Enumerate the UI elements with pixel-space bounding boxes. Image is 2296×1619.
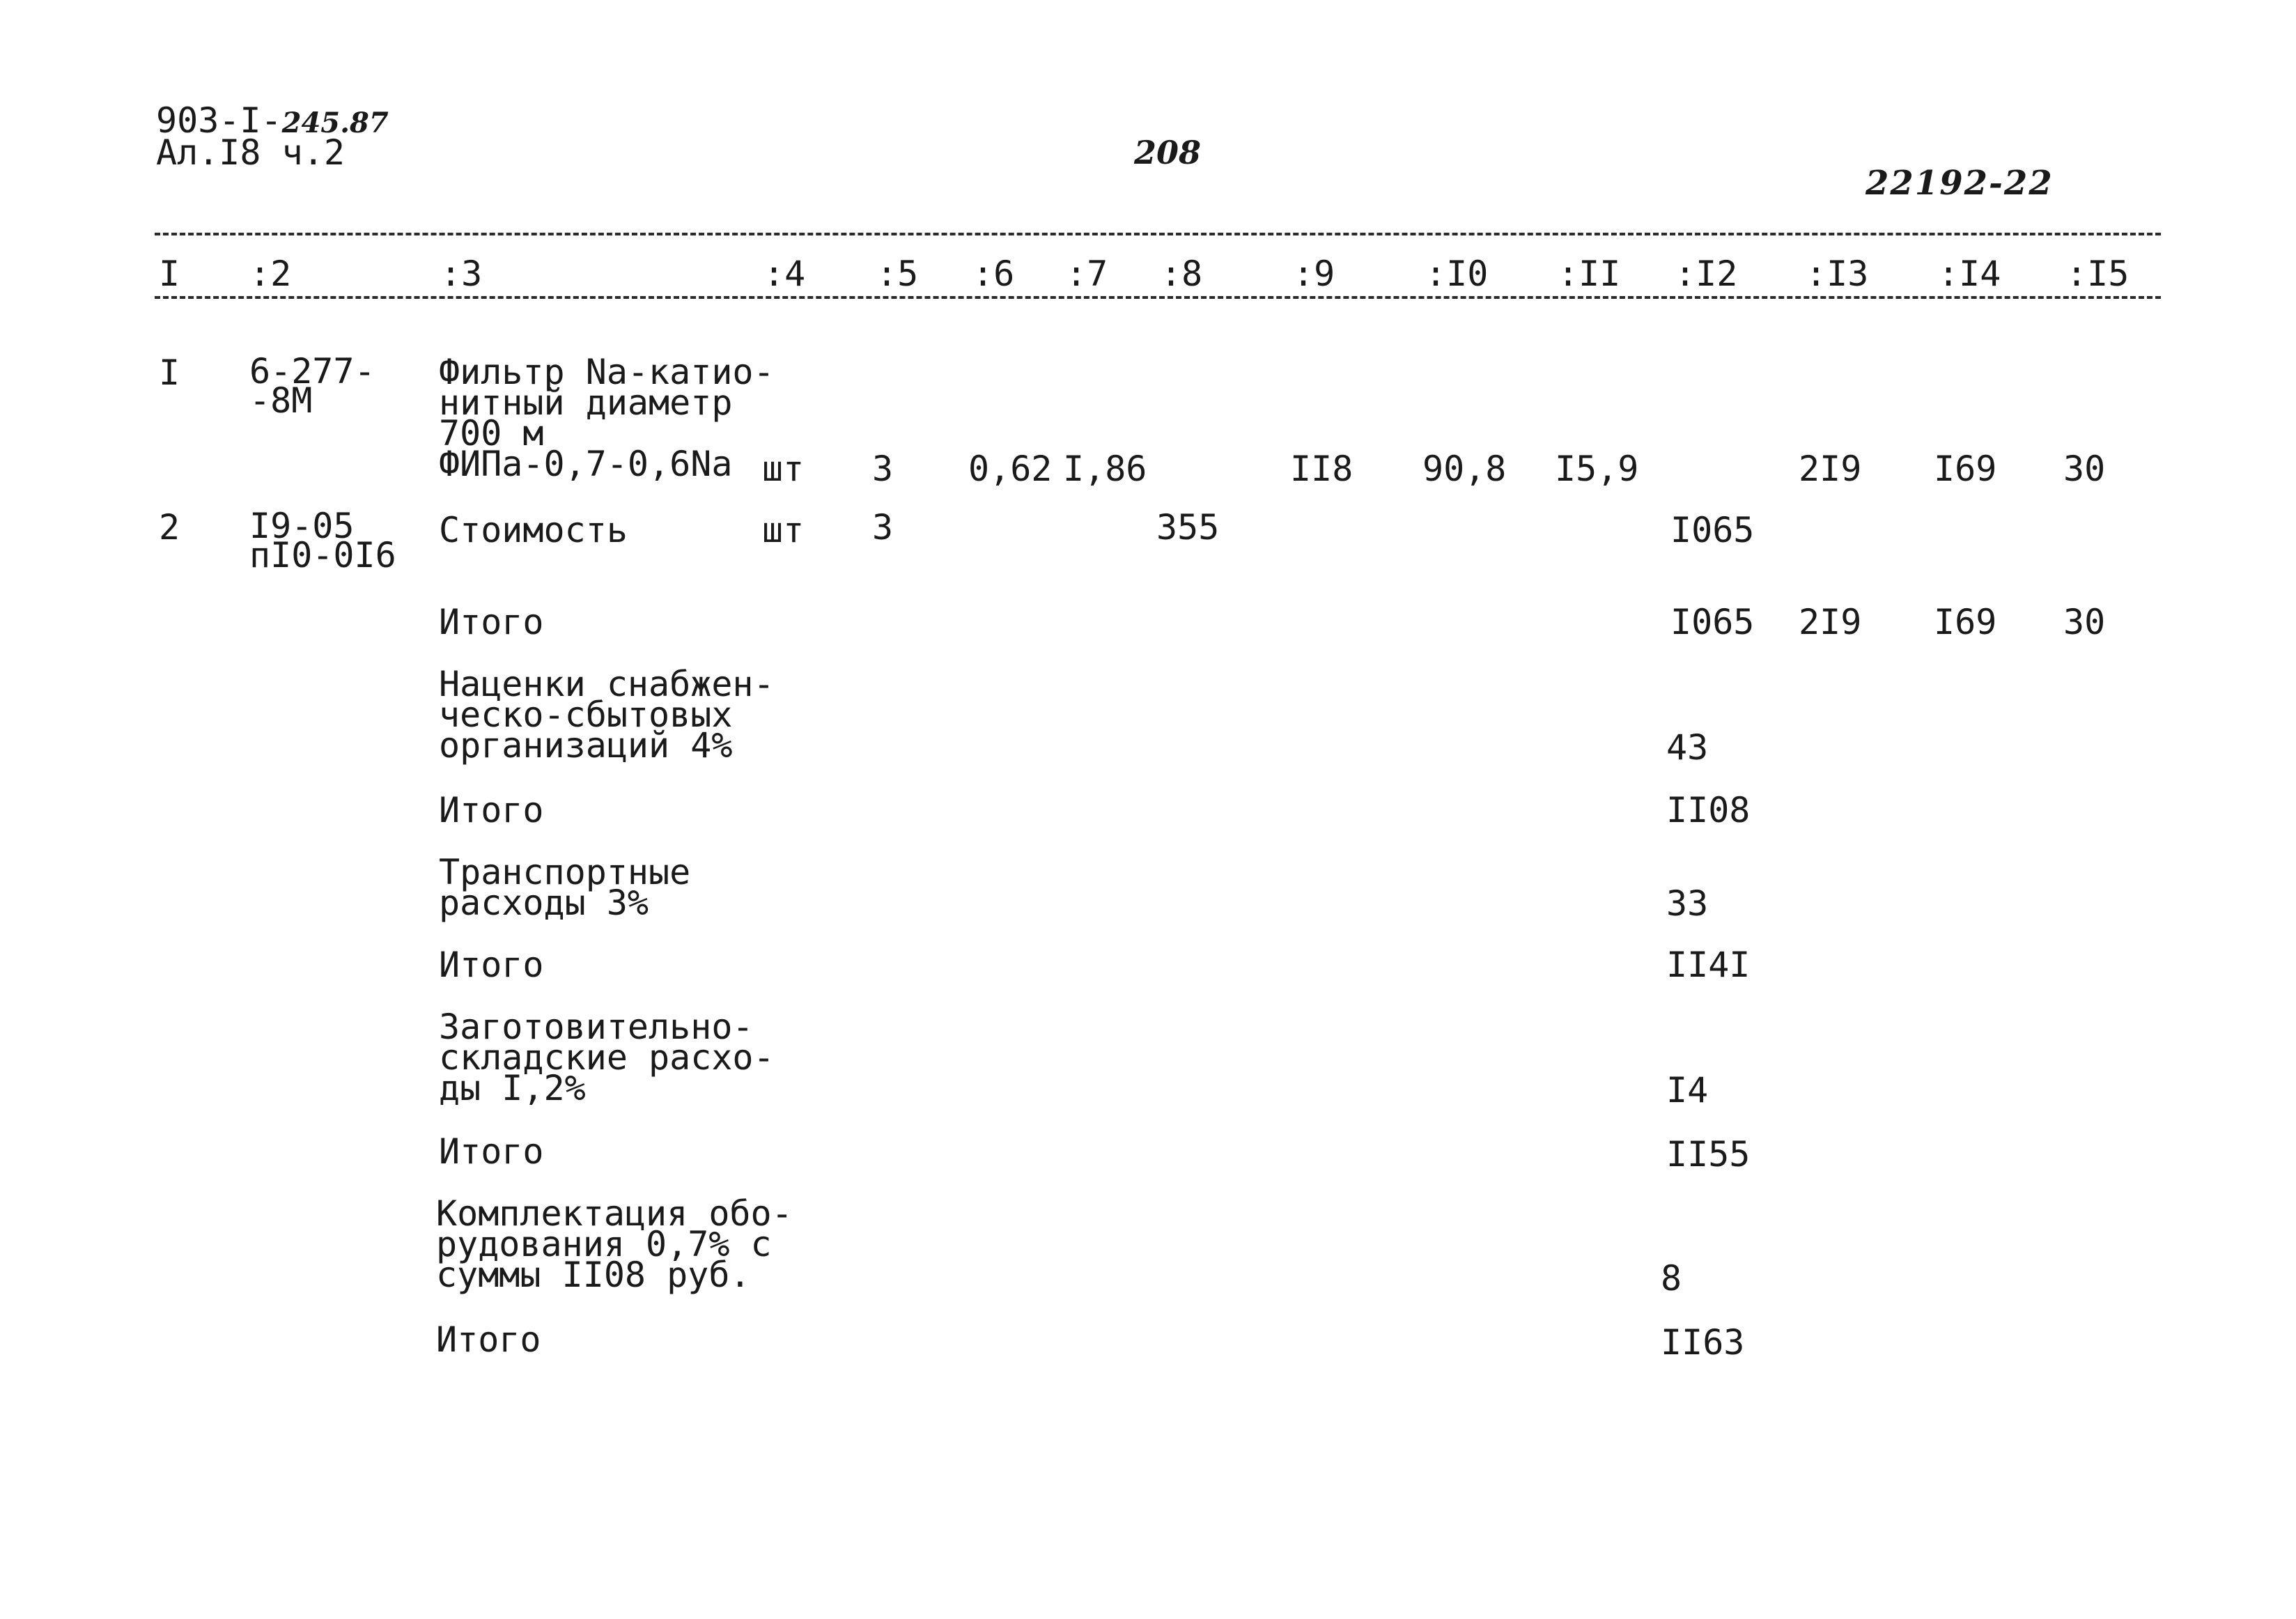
row2-col8: 355 (1156, 507, 1220, 548)
row1-qty: 3 (872, 449, 894, 489)
row3-col12: I065 (1670, 602, 1755, 642)
header-bottom-rule (155, 296, 2161, 299)
row1-code: 6-277- -8M (249, 351, 375, 421)
row8-name: Заготовительно- складские расхо- ды I,2% (439, 1007, 775, 1108)
row1-unit: шт (762, 449, 805, 489)
row1-col11: I5,9 (1555, 449, 1639, 489)
row1-col10: 90,8 (1422, 449, 1507, 489)
row1-col9: II8 (1290, 449, 1353, 489)
row7-col12: II4I (1666, 945, 1751, 985)
row6-name: Транспортные расходы 3% (439, 852, 691, 923)
row1-col14: I69 (1934, 449, 1997, 489)
row4-col12: 43 (1666, 727, 1709, 768)
row3-col14: I69 (1934, 602, 1997, 642)
row1-col15: 30 (2063, 449, 2106, 489)
doc-code-handwritten: 245.87 (281, 107, 389, 139)
row2-col12: I065 (1670, 510, 1755, 550)
row10-name: Комплектация обо- рудования 0,7% с суммы II08 руб. (436, 1193, 793, 1295)
row5-name: Итого (439, 790, 544, 830)
row6-col12: 33 (1666, 883, 1709, 924)
col-header-9: :9 (1293, 254, 1335, 294)
row5-col12: II08 (1666, 790, 1751, 830)
album-label: Ал.I8 ч.2 (156, 132, 345, 173)
row3-col13: 2I9 (1799, 602, 1862, 642)
row1-col13: 2I9 (1799, 449, 1862, 489)
page-number: 208 (1134, 134, 1202, 171)
row4-name: Наценки снабжен- ческо-сбытовых организаций 4% (439, 664, 775, 766)
col-header-10: :I0 (1425, 254, 1489, 294)
col-header-15: :I5 (2066, 254, 2130, 294)
row2-code: I9-05 пI0-0I6 (249, 506, 396, 575)
header-top-rule (155, 233, 2161, 235)
row7-name: Итого (439, 945, 544, 985)
row2-num: 2 (159, 507, 180, 548)
row8-col12: I4 (1666, 1070, 1709, 1110)
col-header-8: :8 (1161, 254, 1203, 294)
row11-name: Итого (436, 1319, 541, 1360)
col-header-7: :7 (1066, 254, 1108, 294)
row3-col15: 30 (2063, 602, 2106, 642)
col-header-2: :2 (249, 254, 292, 294)
col-header-5: :5 (876, 254, 919, 294)
row1-col6: 0,62 (968, 449, 1053, 489)
col-header-1: I (159, 254, 180, 294)
doc-code-printed: 903-I- (156, 100, 282, 141)
row11-col12: II63 (1661, 1322, 1745, 1363)
col-header-6: :6 (972, 254, 1015, 294)
row1-num: I (159, 353, 180, 393)
col-header-3: :3 (440, 254, 483, 294)
col-header-4: :4 (763, 254, 806, 294)
row1-name: Фильтр Na-катио- нитный диаметр 700 м ФИПа-0,7-0,6Na (439, 352, 775, 484)
row9-col12: II55 (1666, 1134, 1751, 1175)
col-header-11: :II (1558, 254, 1621, 294)
row10-col12: 8 (1661, 1258, 1682, 1299)
col-header-14: :I4 (1938, 254, 2001, 294)
col-header-12: :I2 (1675, 254, 1738, 294)
col-header-13: :I3 (1806, 254, 1869, 294)
doc-number: 22192-22 (1866, 164, 2054, 203)
row3-name: Итого (439, 602, 544, 642)
row1-col7: I,86 (1063, 449, 1147, 489)
row2-name: Стоимость (439, 510, 628, 550)
row9-name: Итого (439, 1131, 544, 1172)
row2-qty: 3 (872, 507, 894, 548)
row2-unit: шт (762, 510, 805, 550)
